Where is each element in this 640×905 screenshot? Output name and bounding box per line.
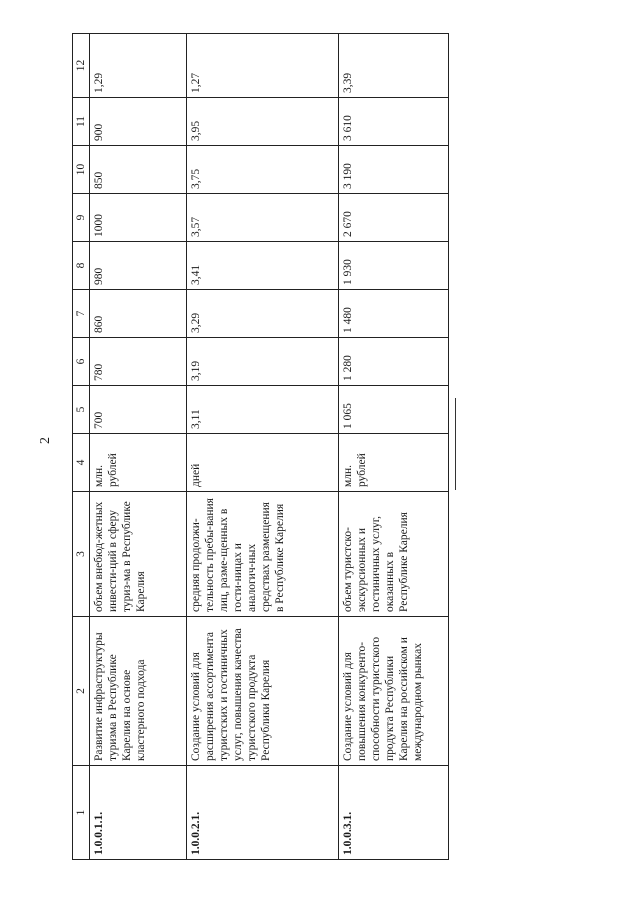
column-number: 10 (73, 146, 90, 194)
row-code: 1.0.0.3.1. (339, 766, 449, 860)
value-cell: 980 (90, 242, 187, 290)
indicator-cell: объем внебюд-жетных инвести-ций в сферу туриз-ма в Республике Карелия (90, 492, 187, 617)
value-cell: 3 190 (339, 146, 449, 194)
table-row (90, 34, 187, 860)
page-number: 2 (38, 437, 53, 444)
value-cell: 700 (90, 386, 187, 434)
value-cell: 1 065 (339, 386, 449, 434)
row-code: 1.0.0.1.1. (90, 766, 187, 860)
value-cell: 3,41 (187, 242, 339, 290)
indicator-cell: средняя продолжи-тельность пребы-вания лиц, разме-щенных в гости-ницах и аналогич-ных средствах размещения в Республике Карелия (187, 492, 339, 617)
column-number: 3 (73, 492, 90, 617)
indicators-table (72, 33, 449, 860)
value-cell: 900 (90, 98, 187, 146)
value-cell: 3,57 (187, 194, 339, 242)
unit-cell: млн. рублей (90, 434, 187, 492)
column-number: 6 (73, 338, 90, 386)
value-cell: 780 (90, 338, 187, 386)
value-cell: 3,29 (187, 290, 339, 338)
value-cell: 1 930 (339, 242, 449, 290)
value-cell: 1,27 (187, 34, 339, 98)
column-number: 11 (73, 98, 90, 146)
header-row (73, 34, 90, 860)
column-number: 9 (73, 194, 90, 242)
unit-cell: млн. рублей (339, 434, 449, 492)
value-cell: 3,95 (187, 98, 339, 146)
column-number: 5 (73, 386, 90, 434)
column-number: 8 (73, 242, 90, 290)
row-code: 1.0.0.2.1. (187, 766, 339, 860)
value-cell: 850 (90, 146, 187, 194)
value-cell: 1000 (90, 194, 187, 242)
table-row (339, 34, 449, 860)
column-number: 4 (73, 434, 90, 492)
value-cell: 3,39 (339, 34, 449, 98)
value-cell: 3,19 (187, 338, 339, 386)
value-cell: 1 280 (339, 338, 449, 386)
value-cell: 3,75 (187, 146, 339, 194)
measure-cell: Создание условий для повышения конкуренто-способности туристского продукта Республики Карелия на российском и международном рынках (339, 617, 449, 766)
measure-cell: Создание условий для расширения ассортимента туристских и гостиничных услуг, повышения качества туристского продукта Республики Карелия (187, 617, 339, 766)
value-cell: 860 (90, 290, 187, 338)
value-cell: 3,11 (187, 386, 339, 434)
table-row (187, 34, 339, 860)
column-number: 2 (73, 617, 90, 766)
value-cell: 2 670 (339, 194, 449, 242)
value-cell: 3 610 (339, 98, 449, 146)
value-cell: 1,29 (90, 34, 187, 98)
indicator-cell: объем туристско-экскурсионных и гостиничных услуг, оказанных в Республике Карелия (339, 492, 449, 617)
column-number: 12 (73, 34, 90, 98)
column-number: 7 (73, 290, 90, 338)
column-number: 1 (73, 766, 90, 860)
unit-cell: дней (187, 434, 339, 492)
rotated-table-container (72, 34, 617, 860)
value-cell: 1 480 (339, 290, 449, 338)
measure-cell: Развитие инфраструктуры туризма в Республике Карелия на основе кластерного подхода (90, 617, 187, 766)
